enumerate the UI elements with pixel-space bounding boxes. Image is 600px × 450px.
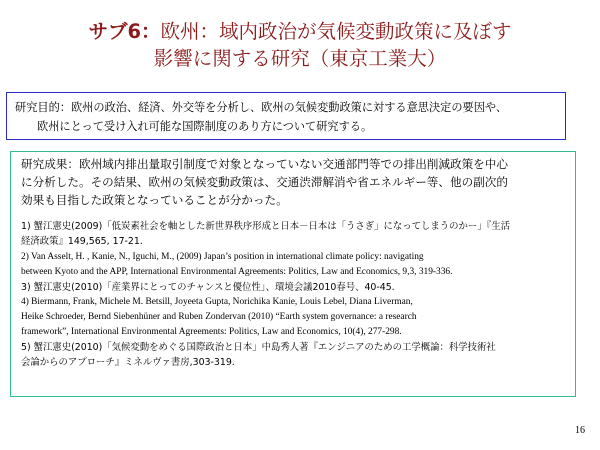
reference-line: Heike Schroeder, Bernd Siebenhüner and Ruben Zondervan (2010) “Earth system governance: a research <box>21 311 417 322</box>
title-line-1-text: 欧州：域内政治が気候変動政策に及ぼす <box>160 20 512 43</box>
reference-line: 1) 蟹江憲史(2009)「低炭素社会を軸とした新世界秩序形成と日本－日本は「うさぎ」になってしまうのかー」『生活 <box>21 221 511 233</box>
references-list <box>21 219 575 370</box>
title-line-1 <box>30 18 570 45</box>
reference-line: 5) 蟹江憲史(2010)「気候変動をめぐる国際政治と日本」中島秀人著『エンジニアのための工学概論：科学技術社 <box>21 342 496 354</box>
slide-title <box>30 18 570 72</box>
research-purpose-box <box>6 92 566 140</box>
research-results-box <box>10 151 576 397</box>
title-line-2: 影響に関する研究（東京工業大） <box>153 47 447 70</box>
reference-line: 経済政策』149,565, 17-21. <box>21 236 143 248</box>
reference-line: framework”, International Environmental Agreements: Politics, Law and Economics, 10(4), 277-298. <box>21 327 402 338</box>
purpose-line-2: 欧州にとって受け入れ可能な国際制度のあり方について研究する。 <box>37 120 373 133</box>
purpose-line-1: 研究目的：欧州の政治、経済、外交等を分析し、欧州の気候変動政策に対する意思決定の要因や、 <box>15 101 508 114</box>
results-line-2: に分析した。その結果、欧州の気候変動政策は、交通渋滞解消や省エネルギー等、他の副次的 <box>21 174 508 189</box>
results-summary <box>21 156 575 209</box>
reference-line: 4) Biermann, Frank, Michele M. Betsill, Joyeeta Gupta, Norichika Kanie, Louis Lebel, Diana Liverman, <box>21 296 413 307</box>
reference-line: between Kyoto and the APP, International Environmental Agreements: Politics, Law and Economics, 9,3, 319-336. <box>21 266 453 277</box>
reference-line: 3) 蟹江憲史(2010)「産業界にとってのチャンスと優位性」、環境会議2010春号、40-45. <box>21 281 395 293</box>
results-line-3: 効果も目指した政策となっていることが分かった。 <box>21 192 288 207</box>
reference-line: 会論からのアプローチ』ミネルヴァ書房,303-319. <box>21 357 235 369</box>
reference-line: 2) Van Asselt, H. , Kanie, N., Iguchi, M., (2009) Japan’s position in international climate policy: navigating <box>21 251 424 262</box>
page-number: 16 <box>575 425 585 436</box>
results-line-1: 研究成果：欧州域内排出量取引制度で対象となっていない交通部門等での排出削減政策を中心 <box>21 157 508 171</box>
title-prefix: サブ6： <box>88 20 161 43</box>
